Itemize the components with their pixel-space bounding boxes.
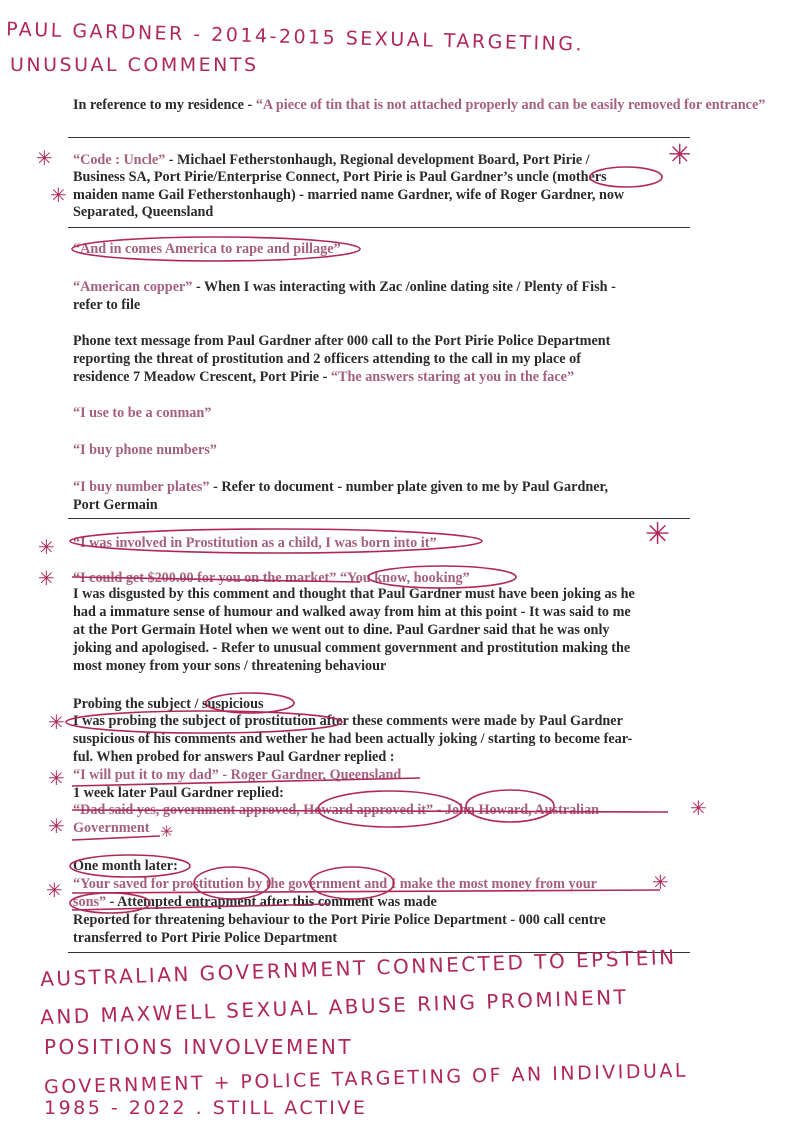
market-line-3: at the Port Germain Hotel when we went out to dine. Paul Gardner said that he was only — [73, 622, 610, 638]
month-title: One month later: — [73, 858, 178, 874]
divider — [68, 227, 690, 228]
phone-quote: “The answers staring at you in the face” — [330, 369, 575, 385]
copper-quote: “American copper” — [73, 279, 193, 295]
copper-line-1 — [73, 279, 616, 297]
asterisk-mark-icon: ✳ — [48, 766, 65, 790]
plates-line-2: Port Germain — [73, 497, 158, 513]
uncle-line-4: Separated, Queensland — [73, 204, 214, 220]
howard-tail: - John Howard, Australian — [433, 802, 600, 818]
asterisk-mark-icon: ✳ — [38, 566, 55, 590]
probing-line-5: Government — [73, 820, 150, 836]
divider — [68, 518, 690, 519]
divider — [68, 137, 690, 138]
conman-quote: “I use to be a conman” — [73, 405, 212, 421]
handwritten-title: PAUL GARDNER - 2014-2015 SEXUAL TARGETING. — [5, 18, 585, 56]
market-line-4: joking and apologised. - Refer to unusual comment government and prostitution making the — [73, 640, 631, 656]
america-quote: “And in comes America to rape and pillage” — [73, 241, 341, 257]
handwritten-note-1: AUSTRALIAN GOVERNMENT CONNECTED TO EPSTEIN — [39, 944, 678, 992]
asterisk-mark-icon: ✳ — [50, 183, 67, 207]
month-quote-1: “Your saved for prostitution by the government and I make the most money from your — [73, 876, 597, 892]
uncle-line-2 — [73, 169, 607, 187]
month-text-1: - Attempted entrapment after this comment was made — [106, 894, 437, 910]
asterisk-mark-icon: ✳ — [645, 517, 671, 552]
uncle-text-1: - Michael Fetherstonhaugh, Regional development Board, Port Pirie / — [165, 152, 590, 168]
market-line-5: most money from your sons / threatening behaviour — [73, 658, 387, 674]
uncle-text-3b: - married name Gardner, wife of Roger Gardner, now — [295, 187, 625, 203]
probing-line-4: 1 week later Paul Gardner replied: — [73, 785, 284, 801]
month-line-1 — [73, 894, 437, 912]
uncle-quote: “Code : Uncle” — [73, 152, 166, 168]
probing-line-q2 — [73, 802, 599, 820]
plates-quote: “I buy number plates” — [73, 479, 210, 495]
asterisk-mark-icon: ✳ — [652, 870, 669, 894]
probing-line-q1 — [73, 767, 401, 785]
uncle-line-3 — [73, 187, 624, 205]
market-line-2: had a immature sense of humour and walked away from him at this point - It was said to me — [73, 604, 631, 620]
uncle-text-2a: Business SA, Port Pirie/Enterprise Connect, Port Pirie is Paul Gardner’s uncle — [73, 169, 553, 185]
howard-quote: “Dad said yes, government approved, Howard approved it” — [73, 802, 434, 818]
uncle-line-1 — [73, 152, 590, 170]
month-quote-2: sons” — [73, 894, 107, 910]
phone-line-3 — [73, 369, 574, 387]
residence-quote: “A piece of tin that is not attached properly and can be easily removed for entrance” — [255, 97, 766, 113]
probing-line-1: I was probing the subject of prostitution after these comments were made by Paul Gardner — [73, 713, 623, 729]
probing-line-3: ful. When probed for answers Paul Gardner replied : — [73, 749, 395, 765]
phone-text-3: residence 7 Meadow Crescent, Port Pirie - — [73, 369, 331, 385]
prostitution-child-quote: “I was involved in Prostitution as a child, I was born into it” — [73, 535, 437, 551]
asterisk-mark-icon: ✳ — [36, 146, 53, 170]
plates-line-1 — [73, 479, 608, 497]
uncle-text-3a: maiden name Gail Fetherstonhaugh) — [73, 187, 296, 203]
phone-line-1: Phone text message from Paul Gardner after 000 call to the Port Pirie Police Department — [73, 333, 611, 349]
asterisk-mark-icon: ✳ — [48, 710, 65, 734]
market-quote-2: “You know, hooking” — [339, 570, 470, 586]
handwritten-note-3: POSITIONS INVOLVEMENT — [44, 1035, 354, 1059]
month-line-3: transferred to Port Pirie Police Department — [73, 930, 338, 946]
asterisk-mark-icon: ✳ — [668, 138, 692, 171]
market-quote-1: “I could get $200.00 for you on the market” — [73, 570, 337, 586]
asterisk-mark-icon: ✳ — [690, 796, 707, 820]
handwritten-note-2: AND MAXWELL SEXUAL ABUSE RING PROMINENT — [39, 984, 629, 1030]
copper-text: - When I was interacting with Zac /online dating site / Plenty of Fish - — [192, 279, 616, 295]
market-line-0 — [73, 570, 470, 588]
plates-text: - Refer to document - number plate given to me by Paul Gardner, — [209, 479, 609, 495]
residence-lead: In reference to my residence - — [73, 97, 256, 113]
probing-line-2: suspicious of his comments and wether he had been actually joking / starting to become fear- — [73, 731, 633, 747]
residence-line-1 — [73, 97, 765, 115]
probing-title: Probing the subject / suspicious — [73, 696, 264, 712]
phone-line-2: reporting the threat of prostitution and 2 officers attending to the call in my place of — [73, 351, 581, 367]
asterisk-mark-icon: ✳ — [38, 535, 55, 559]
handwritten-note-5: 1985 - 2022 . STILL ACTIVE — [44, 1097, 368, 1119]
asterisk-mark-icon: ✳ — [48, 814, 65, 838]
asterisk-mark-icon: ✳ — [160, 822, 174, 841]
market-line-1: I was disgusted by this comment and thought that Paul Gardner must have been joking as he — [73, 586, 635, 602]
phone-numbers-quote: “I buy phone numbers” — [73, 442, 217, 458]
asterisk-mark-icon: ✳ — [46, 878, 63, 902]
handwritten-subtitle: UNUSUAL COMMENTS — [10, 54, 259, 76]
put-it-to-dad-tail: - Roger Gardner, Queensland — [218, 767, 402, 783]
put-it-to-dad-quote: “I will put it to my dad” — [73, 767, 219, 783]
handwritten-note-4: GOVERNMENT + POLICE TARGETING OF AN INDIVIDUAL — [43, 1059, 689, 1099]
copper-line-2: refer to file — [73, 297, 141, 313]
uncle-text-2b: (mothers — [552, 169, 607, 185]
month-line-2: Reported for threatening behaviour to the Port Pirie Police Department - 000 call centre — [73, 912, 606, 928]
